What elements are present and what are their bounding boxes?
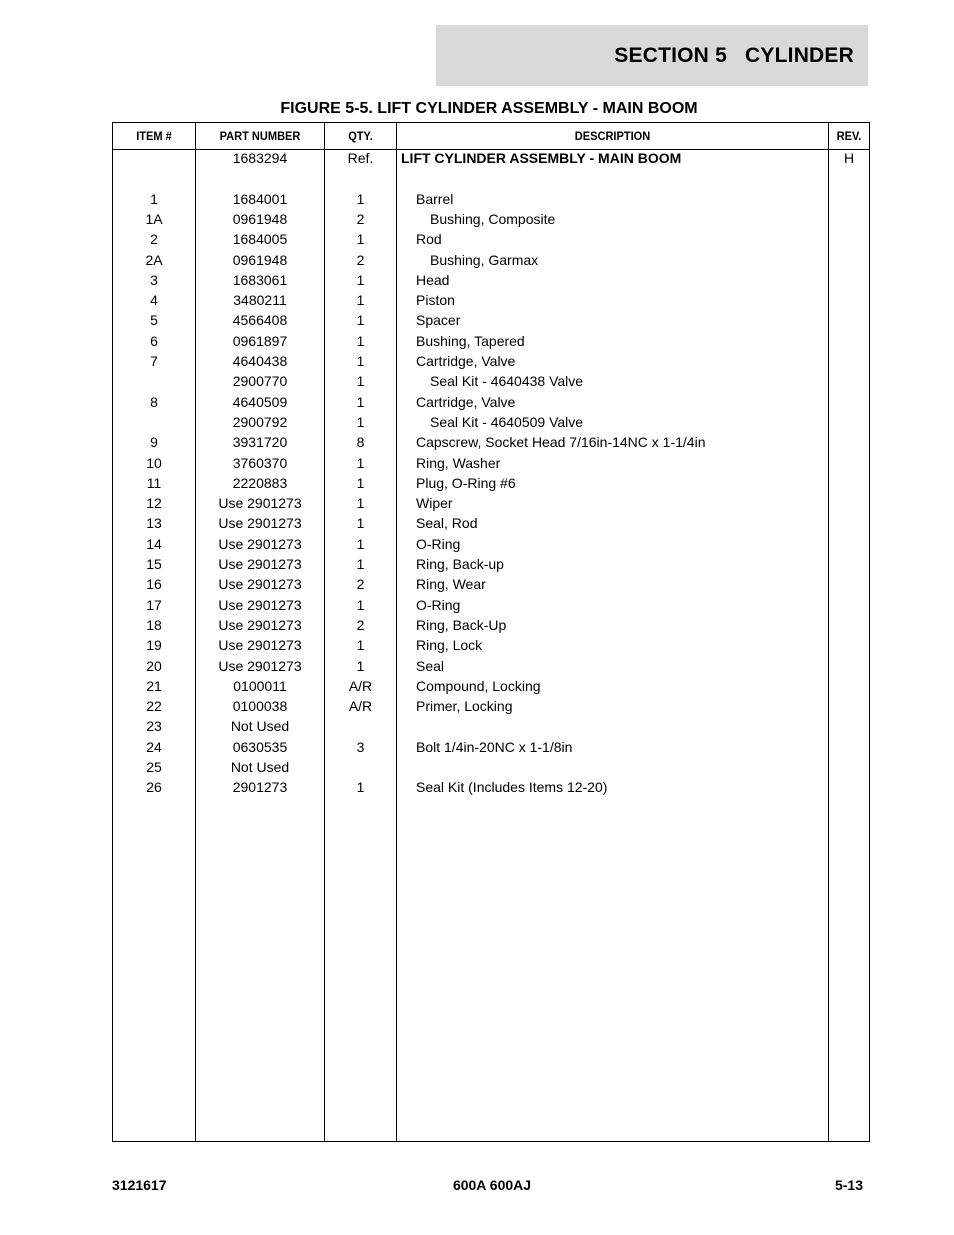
description-cell: O-Ring (416, 596, 461, 613)
qty-cell: 1 (356, 474, 365, 491)
item-cell: 7 (150, 353, 158, 369)
part-number-cell: Not Used (230, 718, 290, 735)
item-cell: 3 (150, 271, 158, 288)
part-number-cell: 4640438 (232, 353, 288, 369)
part-number-cell: Use 2901273 (218, 637, 302, 654)
item-cell (113, 148, 195, 168)
qty-cell: 1 (356, 779, 365, 796)
item-cell: 16 (146, 576, 162, 593)
section-header (436, 25, 868, 86)
description-cell (397, 716, 844, 736)
rev-cell (829, 250, 869, 270)
table-row (113, 595, 869, 615)
part-number-cell: Use 2901273 (218, 576, 302, 593)
qty-cell: 1 (356, 495, 365, 512)
rev-cell (829, 310, 869, 330)
qty-cell: Ref. (347, 150, 374, 166)
qty-cell: 1 (356, 515, 365, 532)
item-cell: 2 (150, 231, 158, 248)
rev-cell (829, 392, 869, 412)
part-number-cell: 1684005 (232, 231, 288, 248)
item-cell (113, 412, 195, 432)
description-cell: Primer, Locking (416, 698, 513, 715)
qty-cell: 1 (356, 657, 365, 674)
description-cell: Bushing, Composite (430, 210, 556, 227)
description-cell: Ring, Back-up (416, 556, 504, 572)
column-header-qty: QTY. (348, 129, 373, 143)
rev-cell (829, 574, 869, 594)
rev-cell (829, 676, 869, 696)
description-cell: Seal Kit - 4640438 Valve (430, 373, 584, 390)
description-cell: Wiper (416, 495, 453, 512)
rev-cell (829, 189, 869, 209)
part-number-cell: 1684001 (232, 190, 288, 207)
description-cell: O-Ring (416, 535, 461, 552)
description-cell: Bushing, Garmax (430, 251, 539, 268)
part-number-cell: 4566408 (232, 312, 288, 329)
part-number-cell: 0100038 (232, 698, 288, 715)
rev-cell (829, 270, 869, 290)
item-cell: 10 (146, 454, 162, 471)
part-number-cell: 3760370 (232, 454, 288, 471)
part-number-cell: Use 2901273 (218, 616, 302, 633)
rev-cell (829, 371, 869, 391)
table-row (113, 493, 869, 513)
qty-cell: 1 (356, 556, 365, 572)
table-row (113, 351, 869, 371)
part-number-cell: 2220883 (232, 474, 288, 491)
item-cell: 8 (150, 393, 158, 410)
item-cell: 21 (146, 677, 162, 694)
qty-cell: 2 (356, 251, 365, 268)
part-number-cell: 0961948 (232, 251, 288, 268)
table-row (113, 148, 869, 168)
qty-cell: 2 (356, 616, 365, 633)
rev-cell (829, 412, 869, 432)
qty-cell: 1 (356, 596, 365, 613)
item-cell: 1 (150, 190, 158, 207)
table-row (113, 331, 869, 351)
description-cell: Capscrew, Socket Head 7/16in-14NC x 1-1/4in (416, 434, 706, 451)
footer-page-number: 5-13 (834, 1177, 863, 1193)
description-cell: Seal, Rod (416, 515, 478, 532)
part-number-cell: 3931720 (232, 434, 288, 451)
description-cell: Bolt 1/4in-20NC x 1-1/8in (416, 738, 573, 755)
footer-doc-number: 3121617 (112, 1177, 167, 1193)
table-row (113, 189, 869, 209)
footer-model: 600A 600AJ (452, 1177, 532, 1193)
qty-cell: 1 (356, 373, 365, 390)
qty-cell: A/R (348, 698, 373, 715)
rev-cell (829, 554, 869, 574)
description-cell: Compound, Locking (416, 677, 541, 694)
part-number-cell: 0961948 (232, 210, 288, 227)
item-cell: 2A (145, 251, 163, 268)
item-cell: 9 (150, 434, 158, 451)
rev-cell (829, 513, 869, 533)
description-cell: Ring, Lock (416, 637, 483, 654)
description-cell: Seal Kit (Includes Items 12-20) (416, 779, 608, 796)
item-cell: 1A (145, 210, 163, 227)
rev-cell: H (843, 150, 855, 166)
description-cell: Ring, Washer (416, 454, 501, 471)
description-cell: Rod (416, 231, 442, 248)
item-cell: 14 (146, 535, 162, 552)
part-number-cell: 2900770 (232, 373, 288, 390)
description-cell: Piston (416, 292, 455, 309)
table-row (113, 656, 869, 676)
qty-cell: 1 (356, 393, 365, 410)
description-cell: Ring, Wear (416, 576, 486, 593)
rev-cell (829, 453, 869, 473)
table-row (113, 310, 869, 330)
part-number-cell: 4640509 (232, 393, 288, 410)
rev-cell (829, 432, 869, 452)
rev-cell (829, 656, 869, 676)
table-row (113, 392, 869, 412)
part-number-cell: Use 2901273 (218, 515, 302, 532)
description-cell: Seal (416, 657, 445, 674)
rev-cell (829, 757, 869, 777)
table-row (113, 696, 869, 716)
table-row (113, 534, 869, 554)
column-header-item: ITEM # (136, 129, 172, 143)
table-row (113, 554, 869, 574)
qty-cell: 1 (356, 413, 365, 430)
qty-cell: 1 (356, 271, 365, 288)
table-row (113, 209, 869, 229)
qty-cell: 1 (356, 190, 365, 207)
table-row (113, 615, 869, 635)
qty-cell: 2 (356, 576, 365, 593)
table-row (113, 270, 869, 290)
item-cell: 11 (146, 474, 162, 491)
rev-cell (829, 615, 869, 635)
table-row (113, 412, 869, 432)
qty-cell: 1 (356, 535, 365, 552)
part-number-cell: 3480211 (233, 292, 287, 309)
rev-cell (829, 209, 869, 229)
table-row (113, 737, 869, 757)
qty-cell: 1 (356, 637, 365, 654)
part-number-cell: 0630535 (232, 738, 288, 755)
rev-cell (829, 290, 869, 310)
table-row (113, 290, 869, 310)
part-number-cell: 2900792 (232, 413, 288, 430)
qty-cell: 1 (356, 332, 365, 349)
qty-cell: 1 (356, 353, 365, 369)
description-cell: Ring, Back-Up (416, 616, 507, 633)
part-number-cell: 0100011 (233, 677, 287, 694)
table-row (113, 371, 869, 391)
table-row (113, 777, 869, 797)
qty-cell: 1 (356, 292, 365, 309)
item-cell: 26 (146, 779, 162, 796)
item-cell: 5 (150, 312, 158, 329)
part-number-cell: Use 2901273 (218, 495, 302, 512)
rev-cell (829, 716, 869, 736)
rev-cell (829, 493, 869, 513)
part-number-cell: 2901273 (232, 779, 288, 796)
rev-cell (829, 351, 869, 371)
item-cell: 22 (146, 698, 162, 715)
qty-cell: 3 (356, 738, 365, 755)
part-number-cell: Use 2901273 (218, 556, 302, 572)
table-row (113, 453, 869, 473)
qty-cell: 8 (356, 434, 365, 451)
description-cell: Head (416, 271, 450, 288)
item-cell (113, 371, 195, 391)
item-cell: 25 (146, 759, 162, 775)
item-cell: 23 (146, 718, 162, 735)
item-cell: 20 (146, 657, 162, 674)
item-cell: 6 (150, 332, 158, 349)
part-number-cell: Use 2901273 (218, 535, 302, 552)
column-header-rev: REV. (836, 129, 862, 143)
rev-cell (829, 229, 869, 249)
description-cell: Cartridge, Valve (416, 393, 516, 410)
qty-cell: 2 (356, 210, 365, 227)
column-header-part-number: PART NUMBER (219, 129, 301, 143)
rev-cell (829, 635, 869, 655)
description-cell: Spacer (416, 312, 461, 329)
part-number-cell: 0961897 (232, 332, 288, 349)
item-cell: 12 (146, 495, 162, 512)
part-number-cell: 1683061 (232, 271, 288, 288)
rev-cell (829, 534, 869, 554)
table-row (113, 574, 869, 594)
rev-cell (829, 473, 869, 493)
rev-cell (829, 777, 869, 797)
qty-cell (325, 757, 396, 777)
table-row (113, 432, 869, 452)
item-cell: 24 (146, 738, 162, 755)
table-row (113, 513, 869, 533)
item-cell: 15 (146, 556, 162, 572)
item-cell: 19 (146, 637, 162, 654)
rev-cell (829, 331, 869, 351)
description-cell: Seal Kit - 4640509 Valve (430, 413, 584, 430)
column-header-description: DESCRIPTION (574, 129, 651, 143)
part-number-cell: 1683294 (232, 150, 288, 166)
table-row (113, 473, 869, 493)
table-row (113, 250, 869, 270)
description-cell: Cartridge, Valve (416, 353, 516, 369)
table-row (113, 716, 869, 736)
figure-title: FIGURE 5-5. LIFT CYLINDER ASSEMBLY - MAIN BOOM (280, 100, 698, 117)
parts-table (112, 122, 870, 1142)
item-cell: 18 (146, 616, 162, 633)
part-number-cell: Not Used (230, 759, 290, 775)
rev-cell (829, 737, 869, 757)
item-cell: 4 (150, 292, 158, 309)
rev-cell (829, 696, 869, 716)
description-cell: Barrel (416, 190, 454, 207)
qty-cell: 1 (356, 454, 365, 471)
item-cell: 17 (146, 596, 162, 613)
description-cell (397, 757, 844, 777)
section-title: SECTION 5 CYLINDER (614, 43, 854, 67)
description-cell: Plug, O-Ring #6 (416, 474, 516, 491)
rev-cell (829, 595, 869, 615)
part-number-cell: Use 2901273 (218, 657, 302, 674)
table-row (113, 757, 869, 777)
part-number-cell: Use 2901273 (218, 596, 302, 613)
description-cell: Bushing, Tapered (416, 332, 525, 349)
table-row (113, 635, 869, 655)
qty-cell: A/R (348, 677, 373, 694)
description-cell: LIFT CYLINDER ASSEMBLY - MAIN BOOM (401, 150, 682, 166)
qty-cell: 1 (356, 231, 365, 248)
qty-cell: 1 (356, 312, 365, 329)
table-row (113, 229, 869, 249)
table-row (113, 676, 869, 696)
qty-cell (325, 716, 396, 736)
item-cell: 13 (146, 515, 162, 532)
